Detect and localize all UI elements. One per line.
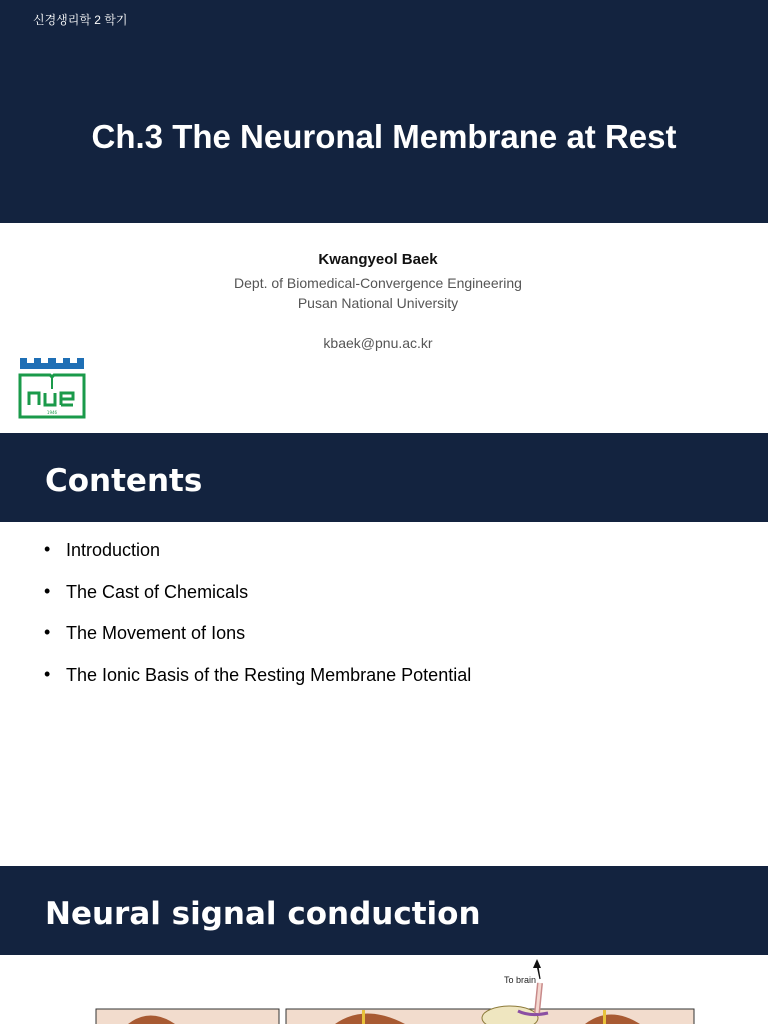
conduction-figure bbox=[0, 955, 768, 1024]
conduction-slide bbox=[0, 866, 768, 1024]
contents-header-band bbox=[0, 433, 768, 522]
svg-text:1946: 1946 bbox=[46, 410, 58, 415]
list-item: • Introduction bbox=[44, 540, 471, 582]
conduction-header-band bbox=[0, 866, 768, 955]
university-logo bbox=[17, 355, 87, 421]
course-meta: 신경생리학 2 학기 bbox=[33, 13, 128, 27]
author-name: Kwangyeol Baek bbox=[318, 251, 438, 268]
contents-list bbox=[44, 540, 471, 706]
list-item: • The Movement of Ions bbox=[44, 623, 471, 665]
list-item: • The Cast of Chemicals bbox=[44, 582, 471, 624]
contents-title: Contents bbox=[45, 463, 203, 499]
list-item: • The Ionic Basis of the Resting Membrane Potential bbox=[44, 665, 471, 707]
title-header-band bbox=[0, 0, 768, 223]
conduction-title: Neural signal conduction bbox=[45, 896, 481, 932]
department: Dept. of Biomedical-Convergence Engineering bbox=[234, 275, 522, 291]
to-brain-label: To brain bbox=[504, 975, 537, 985]
title-slide bbox=[0, 0, 768, 433]
email: kbaek@pnu.ac.kr bbox=[323, 335, 433, 351]
slide-title: Ch.3 The Neuronal Membrane at Rest bbox=[91, 118, 677, 155]
contents-slide bbox=[0, 433, 768, 866]
university: Pusan National University bbox=[297, 295, 459, 311]
